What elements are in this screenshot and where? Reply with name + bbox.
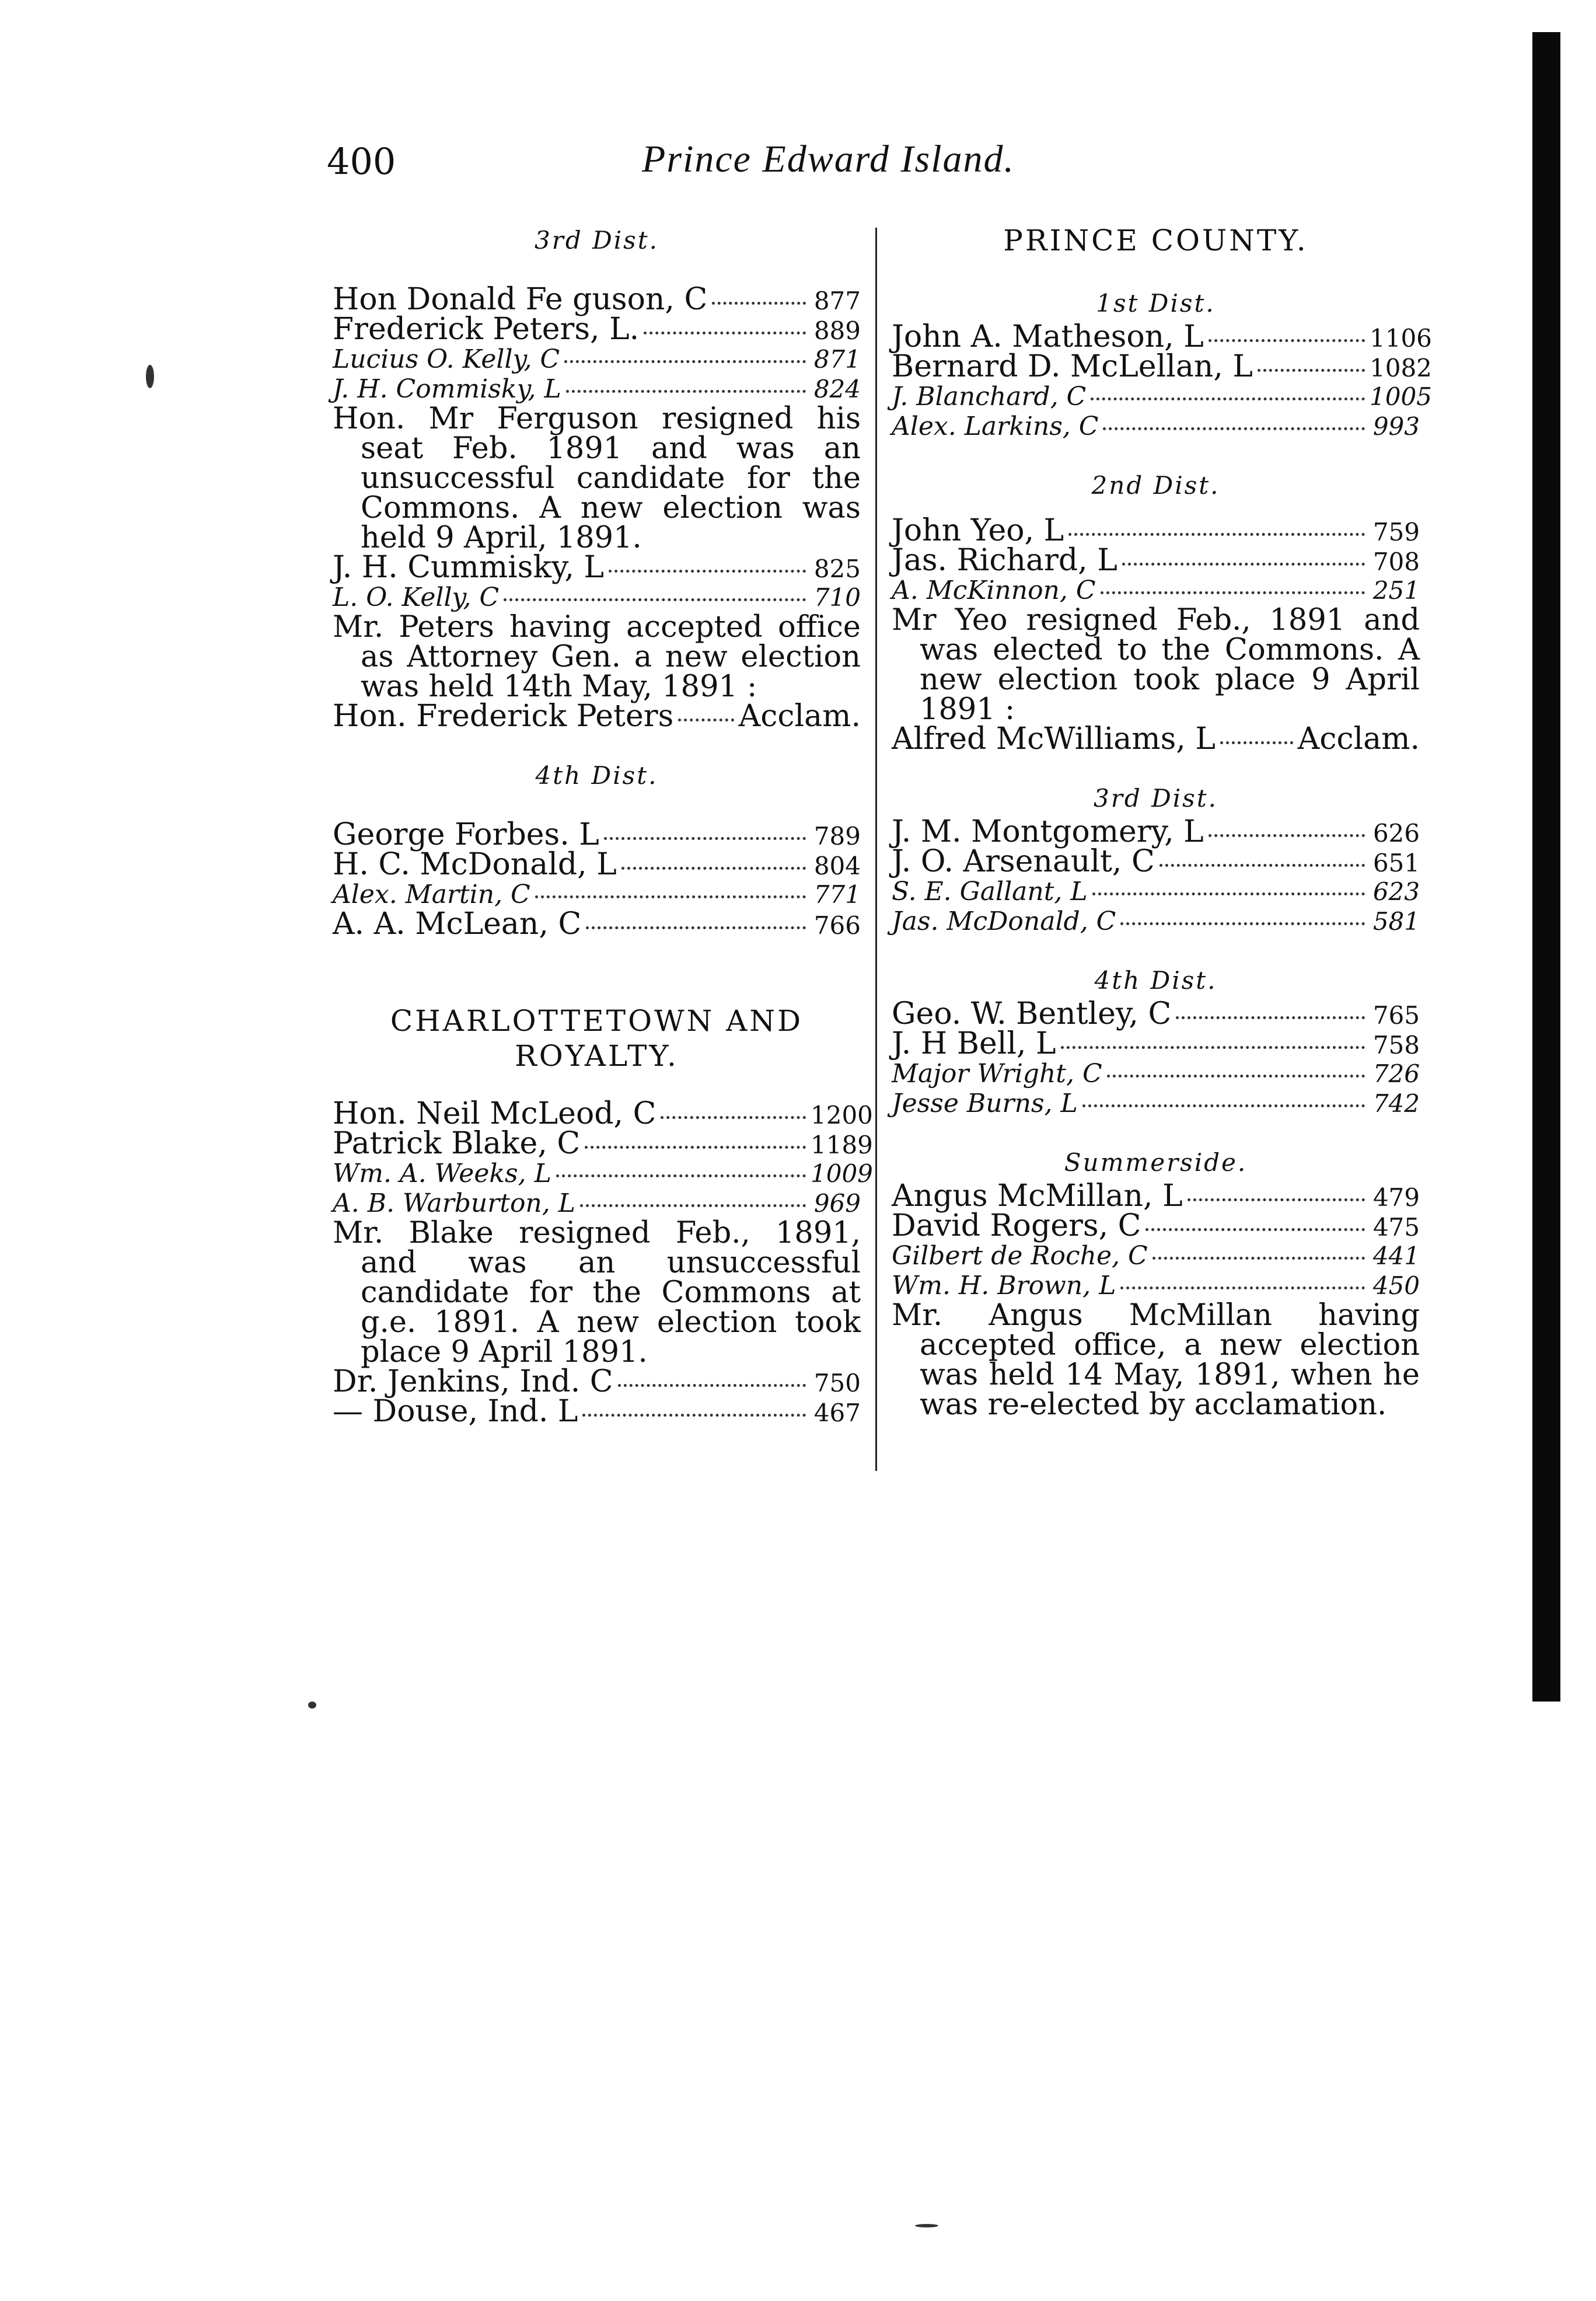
county-heading: PRINCE COUNTY. (1003, 224, 1308, 257)
result-row: John Yeo, L 759 (892, 513, 1420, 548)
result-row: Jesse Burns, L 742 (892, 1089, 1420, 1118)
scan-speck (915, 2224, 938, 2227)
result-row: Alex. Martin, C 771 (333, 880, 861, 909)
result-row: Bernard D. McLellan, L 1082 (892, 349, 1432, 384)
result-row: — Douse, Ind. L 467 (333, 1394, 861, 1429)
running-title: Prince Edward Island. (642, 138, 1015, 180)
result-row: Major Wright, C 726 (892, 1059, 1420, 1089)
district-heading: 3rd Dist. (1094, 784, 1218, 813)
left-column (333, 222, 873, 1429)
result-row: J. M. Montgomery, L 626 (892, 814, 1420, 849)
scan-edge-bar (1532, 32, 1560, 1702)
result-row: J. H Bell, L 758 (892, 1026, 1420, 1061)
election-note: Mr. Blake resigned Feb., 1891, and was an unsuccessful candidate for the Commons at g.e. 1891. A new election took place 9 April 1891. (333, 1216, 861, 1369)
result-row: Wm. H. Brown, L 450 (892, 1271, 1420, 1301)
district-heading: 2nd Dist. (1091, 471, 1220, 500)
election-note: Hon. Mr Ferguson resigned his seat Feb. 1891 and was an unsuccessful candidate for the Commons. A new election was held 9 April, 1891. (333, 402, 861, 555)
result-row: Patrick Blake, C 1189 (333, 1126, 873, 1161)
result-row: David Rogers, C 475 (892, 1208, 1420, 1243)
result-row: Frederick Peters, L. 889 (333, 312, 861, 347)
result-row: J. H. Cummisky, L 825 (333, 550, 861, 585)
acclamation-row: Hon. Frederick Peters Acclam. (333, 699, 861, 734)
result-row: Angus McMillan, L 479 (892, 1179, 1420, 1214)
result-row: J. O. Arsenault, C 651 (892, 844, 1420, 879)
result-row: J. H. Commisky, L 824 (333, 374, 861, 404)
page-number: 400 (327, 140, 396, 183)
district-heading: Summerside. (1064, 1148, 1248, 1177)
result-row: Hon Donald Fe guson, C 877 (333, 282, 861, 317)
district-heading: 3rd Dist. (535, 226, 659, 254)
result-row: George Forbes. L 789 (333, 817, 861, 852)
result-row: Geo. W. Bentley, C 765 (892, 996, 1420, 1031)
section-heading: ROYALTY. (515, 1039, 679, 1073)
section-heading: CHARLOTTETOWN AND (390, 1004, 804, 1038)
column-divider (875, 228, 877, 1471)
election-note: Mr Yeo resigned Feb., 1891 and was elected to the Commons. A new election took place 9 April 1891 : (892, 603, 1420, 727)
result-row: Dr. Jenkins, Ind. C 750 (333, 1364, 861, 1399)
result-row: J. Blanchard, C 1005 (892, 382, 1432, 412)
election-note: Mr. Angus McMillan having accepted office, a new election was held 14 May, 1891, when he was re-elected by acclamation. (892, 1298, 1420, 1422)
result-row: Lucius O. Kelly, C 871 (333, 344, 861, 374)
district-heading: 4th Dist. (535, 761, 658, 790)
result-row: Alex. Larkins, C 993 (892, 412, 1420, 441)
result-row: H. C. McDonald, L 804 (333, 847, 861, 882)
scan-speck (308, 1702, 316, 1709)
election-note: Mr. Peters having accepted office as Attorney Gen. a new election was held 14th May, 1891 : (333, 610, 861, 704)
result-row: Wm. A. Weeks, L 1009 (333, 1159, 873, 1188)
district-heading: 1st Dist. (1096, 289, 1216, 318)
result-row: Gilbert de Roche, C 441 (892, 1241, 1420, 1271)
result-row: Hon. Neil McLeod, C 1200 (333, 1096, 873, 1131)
district-heading: 4th Dist. (1094, 966, 1217, 995)
result-row: Jas. McDonald, C 581 (892, 907, 1420, 936)
acclamation-row: Alfred McWilliams, L Acclam. (892, 721, 1420, 756)
result-row: S. E. Gallant, L 623 (892, 877, 1420, 907)
right-column (892, 222, 1432, 1422)
result-row: L. O. Kelly, C 710 (333, 583, 861, 612)
result-row: John A. Matheson, L 1106 (892, 319, 1432, 354)
result-row: Jas. Richard, L 708 (892, 543, 1420, 578)
scan-speck (146, 365, 154, 388)
result-row: A. B. Warburton, L 969 (333, 1188, 861, 1218)
result-row: A. A. McLean, C 766 (333, 907, 861, 942)
result-row: A. McKinnon, C 251 (892, 576, 1420, 605)
